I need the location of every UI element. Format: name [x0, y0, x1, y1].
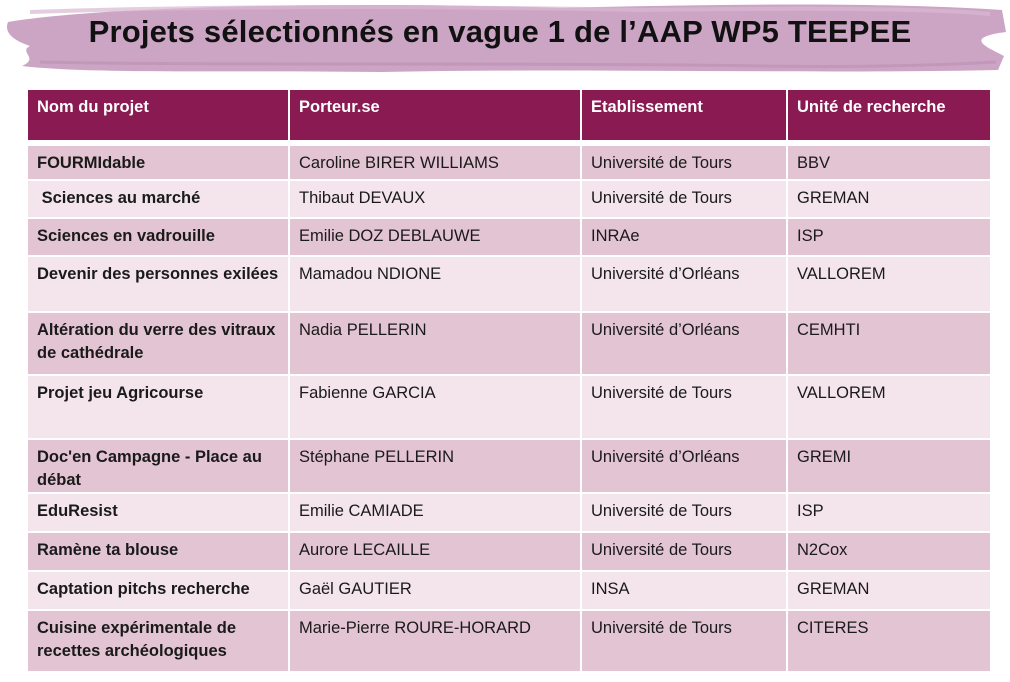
cell-unite: GREMAN	[787, 180, 991, 218]
table-row	[27, 256, 991, 312]
header-unite-recherche: Unité de recherche	[787, 89, 991, 143]
table-header-row	[27, 89, 991, 143]
table-row	[27, 439, 991, 493]
cell-projet: Cuisine expérimentale de recettes archéologiques	[27, 610, 289, 672]
cell-porteur: Emilie DOZ DEBLAUWE	[289, 218, 581, 256]
cell-unite: CITERES	[787, 610, 991, 672]
cell-etablissement: Université d’Orléans	[581, 439, 787, 493]
cell-projet: Captation pitchs recherche	[27, 571, 289, 610]
cell-projet: FOURMIdable	[27, 143, 289, 180]
table-row	[27, 375, 991, 439]
cell-projet: Devenir des personnes exilées	[27, 256, 289, 312]
cell-unite: GREMAN	[787, 571, 991, 610]
cell-etablissement: Université de Tours	[581, 375, 787, 439]
cell-porteur: Thibaut DEVAUX	[289, 180, 581, 218]
cell-etablissement: Université de Tours	[581, 493, 787, 532]
projects-table	[26, 88, 992, 673]
cell-porteur: Emilie CAMIADE	[289, 493, 581, 532]
cell-porteur: Gaël GAUTIER	[289, 571, 581, 610]
title-band	[0, 0, 1010, 80]
cell-etablissement: INRAe	[581, 218, 787, 256]
table-row	[27, 180, 991, 218]
cell-unite: N2Cox	[787, 532, 991, 571]
cell-unite: GREMI	[787, 439, 991, 493]
cell-projet: EduResist	[27, 493, 289, 532]
cell-unite: ISP	[787, 218, 991, 256]
cell-unite: VALLOREM	[787, 375, 991, 439]
table-row	[27, 493, 991, 532]
header-nom-projet: Nom du projet	[27, 89, 289, 143]
cell-porteur: Caroline BIRER WILLIAMS	[289, 143, 581, 180]
table-row	[27, 571, 991, 610]
header-etablissement: Etablissement	[581, 89, 787, 143]
cell-etablissement: Université d’Orléans	[581, 312, 787, 375]
cell-projet: Sciences au marché	[27, 180, 289, 218]
header-porteur: Porteur.se	[289, 89, 581, 143]
cell-etablissement: Université de Tours	[581, 532, 787, 571]
cell-projet: Ramène ta blouse	[27, 532, 289, 571]
cell-etablissement: Université d’Orléans	[581, 256, 787, 312]
cell-etablissement: Université de Tours	[581, 180, 787, 218]
cell-porteur: Aurore LECAILLE	[289, 532, 581, 571]
cell-projet: Doc'en Campagne - Place au débat	[27, 439, 289, 493]
cell-etablissement: Université de Tours	[581, 610, 787, 672]
cell-unite: VALLOREM	[787, 256, 991, 312]
cell-etablissement: INSA	[581, 571, 787, 610]
cell-projet: Projet jeu Agricourse	[27, 375, 289, 439]
cell-etablissement: Université de Tours	[581, 143, 787, 180]
cell-porteur: Mamadou NDIONE	[289, 256, 581, 312]
table-row	[27, 143, 991, 180]
cell-porteur: Fabienne GARCIA	[289, 375, 581, 439]
table-row	[27, 532, 991, 571]
cell-projet: Sciences en vadrouille	[27, 218, 289, 256]
table-row	[27, 312, 991, 375]
cell-unite: ISP	[787, 493, 991, 532]
cell-porteur: Nadia PELLERIN	[289, 312, 581, 375]
cell-unite: CEMHTI	[787, 312, 991, 375]
table-row	[27, 218, 991, 256]
cell-projet: Altération du verre des vitraux de cathédrale	[27, 312, 289, 375]
cell-porteur: Stéphane PELLERIN	[289, 439, 581, 493]
page-title: Projets sélectionnés en vague 1 de l’AAP WP5 TEEPEE	[88, 14, 912, 49]
table-row	[27, 610, 991, 672]
cell-unite: BBV	[787, 143, 991, 180]
cell-porteur: Marie-Pierre ROURE-HORARD	[289, 610, 581, 672]
